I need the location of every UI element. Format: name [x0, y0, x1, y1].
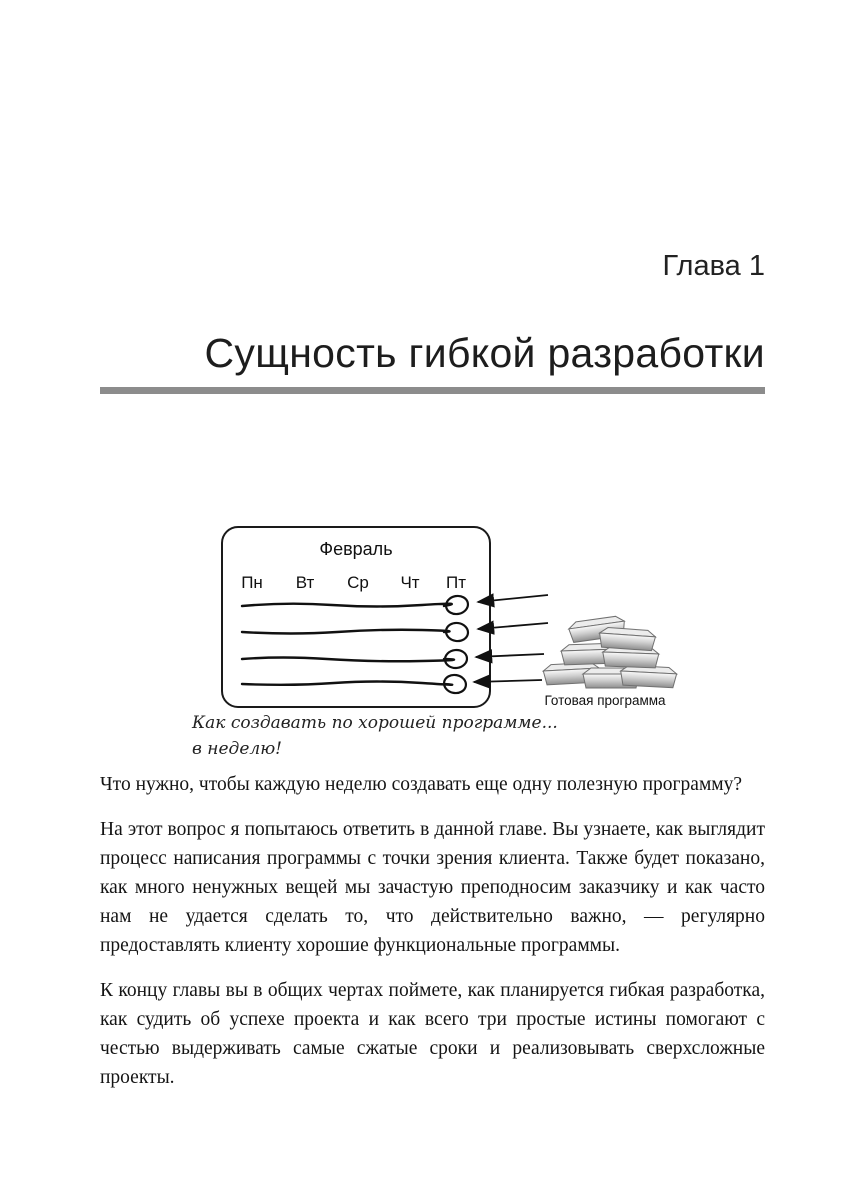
page-title: Сущность гибкой разработки: [204, 330, 765, 376]
calendar-month-label: Февраль: [319, 539, 393, 559]
ingots-label: Готовая программа: [544, 693, 666, 708]
figure-caption-line2: в неделю!: [192, 739, 283, 759]
ingot: [599, 627, 656, 651]
ingot: [620, 665, 677, 688]
figure-caption: [192, 710, 612, 762]
paragraph: На этот вопрос я попытаюсь ответить в данной главе. Вы узнаете, как выглядит процесс написания программы с точки зрения клиента. Также будет показано, как много ненужных вещей мы зачастую преподносим заказчику и как часто нам не удается сделать то, что действительно важно, — регулярно предоставлять клиенту хорошие функциональные программы.: [100, 819, 765, 956]
title-rule: [100, 387, 765, 394]
paragraph: К концу главы вы в общих чертах поймете, как планируется гибкая разработка, как судить об успехе проекта и как всего три простые истины помогают с честью выдерживать самые сжатые сроки и реализовывать сверхсложные проекты.: [100, 980, 765, 1088]
day-label-fri: Пт: [445, 573, 467, 592]
chapter-label: Глава 1: [662, 250, 765, 282]
day-label-thu: Чт: [400, 573, 420, 592]
day-label-wed: Ср: [347, 573, 369, 592]
body-text: [100, 770, 765, 1108]
ingot-stack: [543, 615, 677, 688]
day-label-tue: Вт: [295, 573, 315, 592]
paragraph: Что нужно, чтобы каждую неделю создавать еще одну полезную программу?: [100, 774, 743, 795]
day-label-mon: Пн: [241, 573, 263, 592]
figure-caption-line1: Как создавать по хорошей программе...: [192, 713, 558, 733]
